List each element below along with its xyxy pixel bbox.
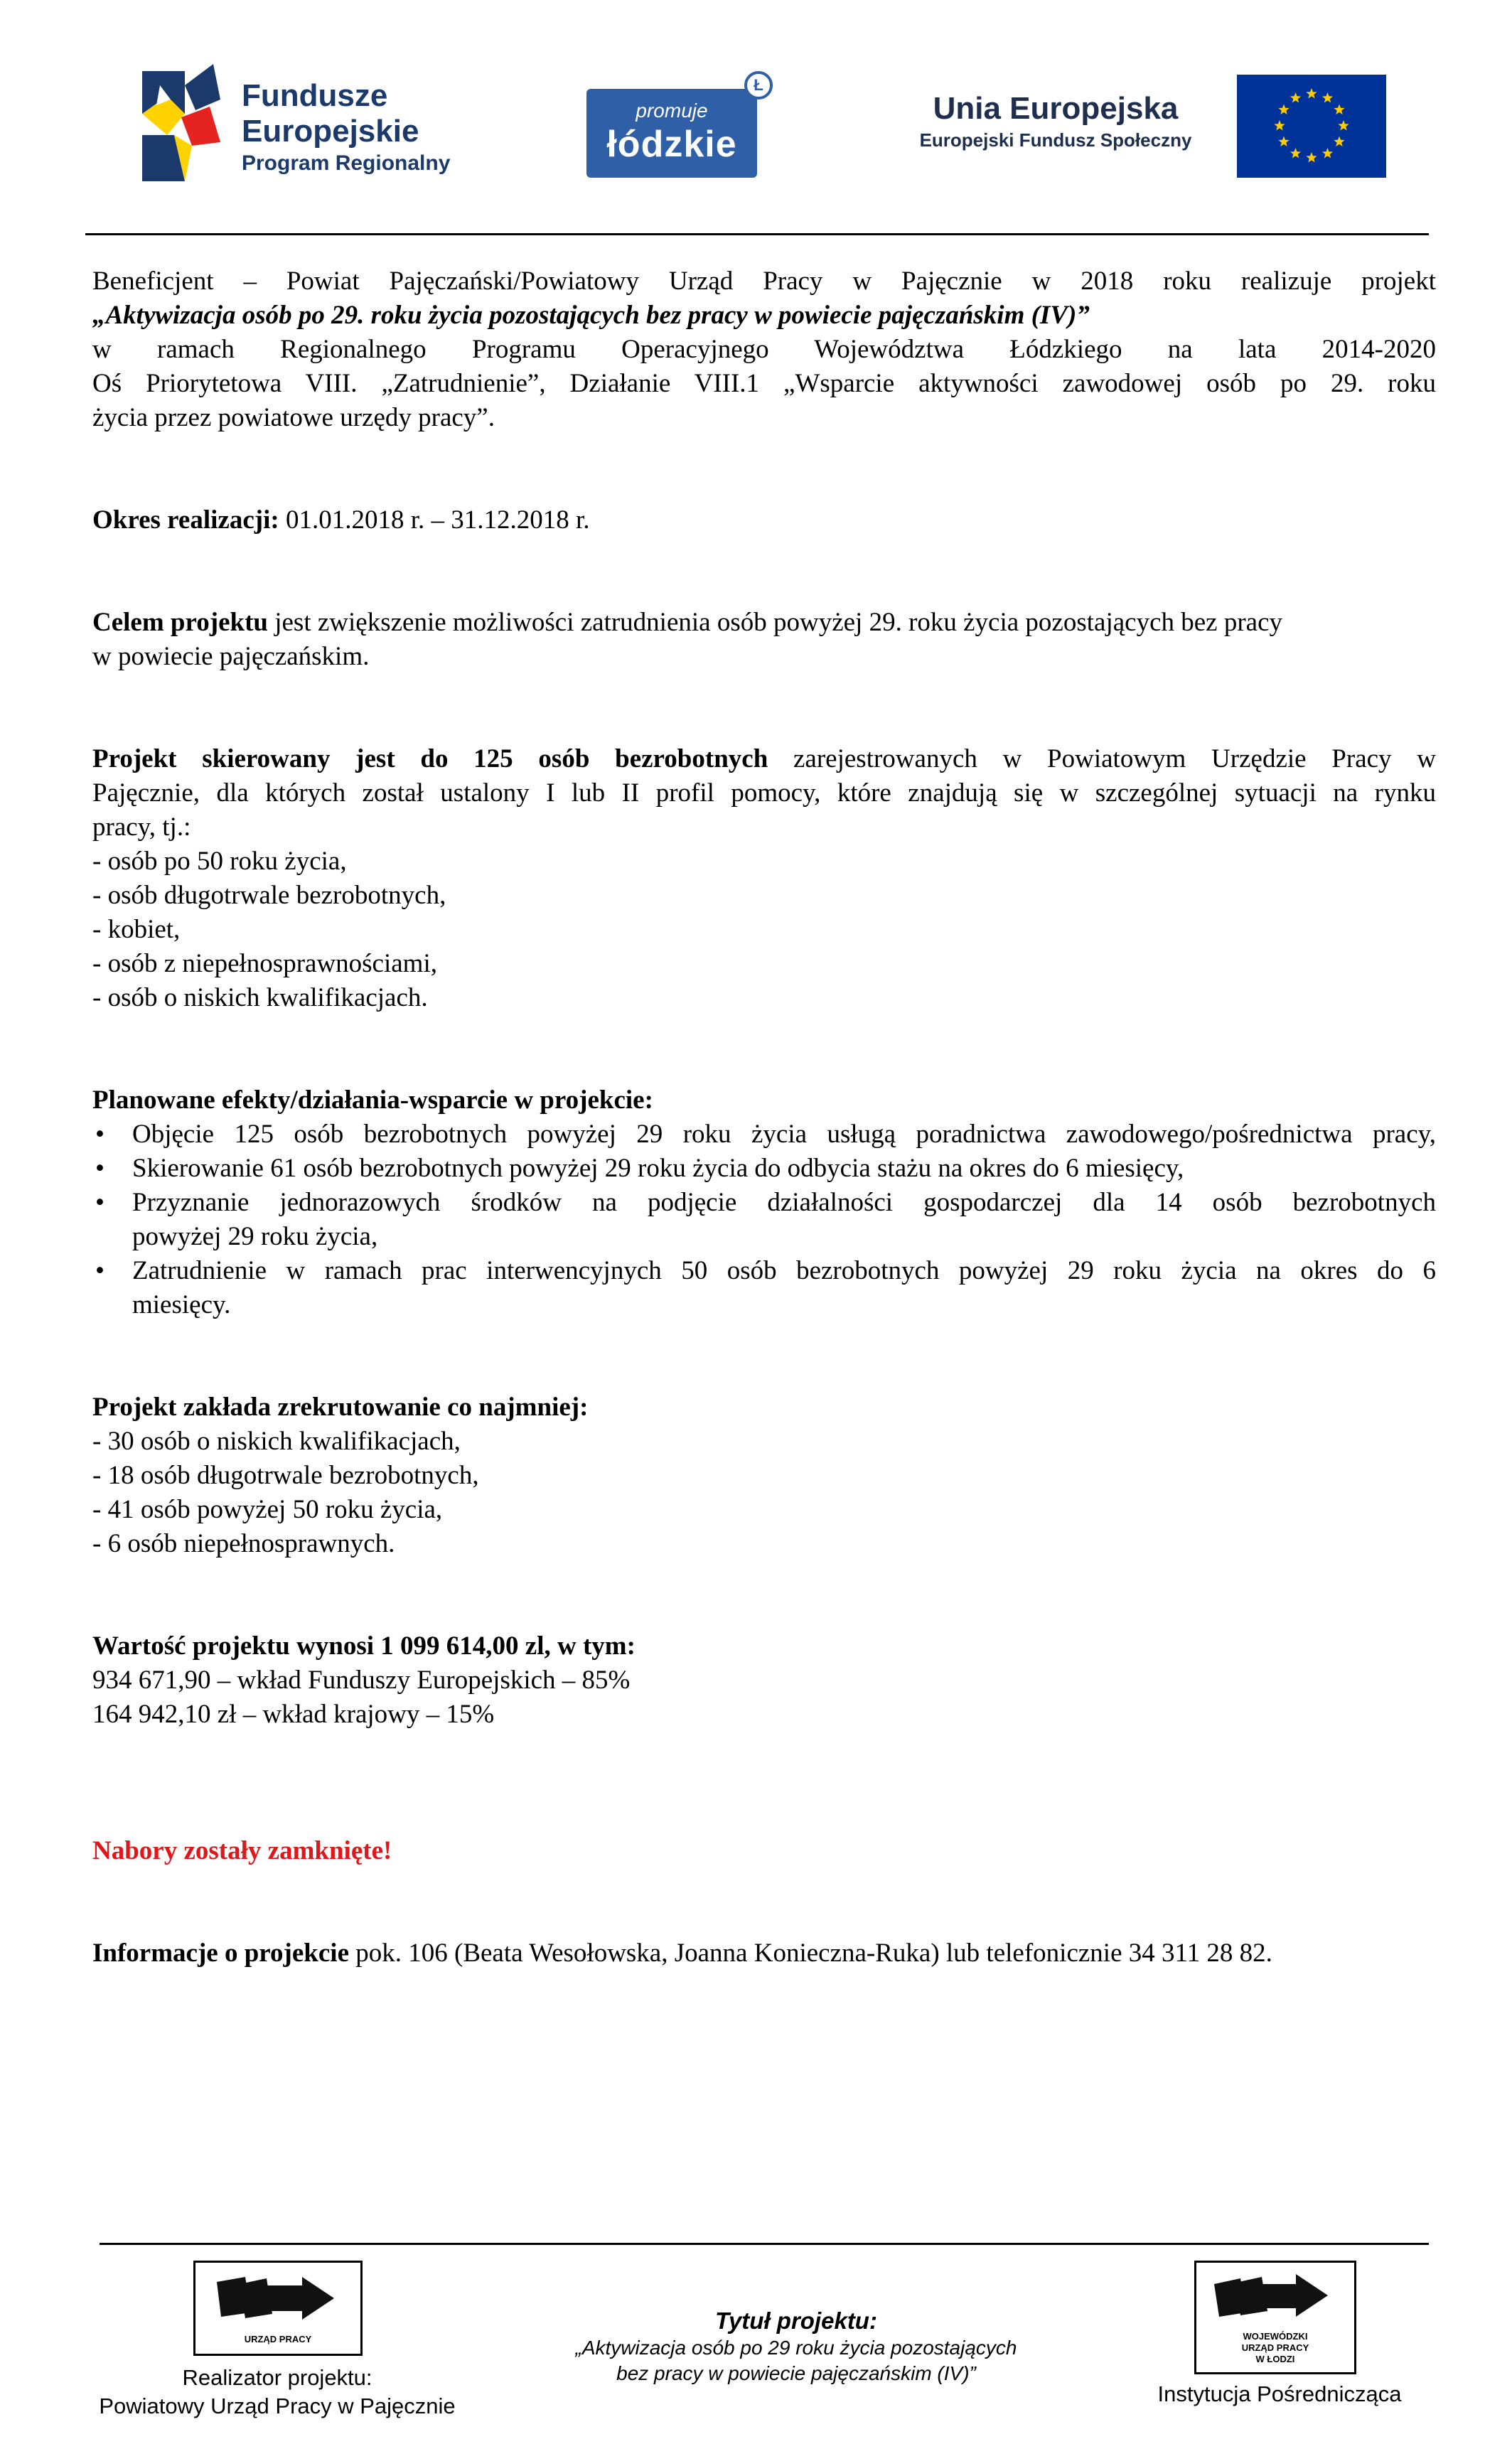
wojewodzki-urzad-pracy-logo bbox=[1194, 2261, 1356, 2374]
efekty-heading-text: Planowane efekty/działania-wsparcie w projekcie: bbox=[92, 1086, 653, 1115]
bullet-icon: • bbox=[95, 1154, 104, 1183]
urzad-pracy-logo-caption: URZĄD PRACY bbox=[244, 2334, 312, 2344]
rekrutacja-heading-text: Projekt zakłada zrekrutowanie co najmniej: bbox=[92, 1393, 589, 1422]
rekrutacja-item: - 30 osób o niskich kwalifikacjach, bbox=[92, 1427, 461, 1456]
fe-logo-line1: Fundusze bbox=[242, 78, 388, 113]
efekty-item-text: Zatrudnienie w ramach prac interwencyjnych 50 osób bezrobotnych powyżej 29 roku życia na okres do 6 bbox=[132, 1256, 1436, 1285]
okres-label: Okres realizacji: bbox=[92, 505, 279, 535]
header-logos bbox=[0, 0, 1512, 213]
informacje-text: pok. 106 (Beata Wesołowska, Joanna Konieczna-Ruka) lub telefonicznie 34 311 28 82. bbox=[349, 1939, 1272, 1968]
rekrutacja-section bbox=[92, 1390, 1436, 1561]
rekrutacja-heading bbox=[92, 1390, 1436, 1425]
okres-value: 01.01.2018 r. – 31.12.2018 r. bbox=[279, 505, 590, 535]
efekty-item-text: Przyznanie jednorazowych środków na podjęcie działalności gospodarczej dla 14 osób bezrobotnych bbox=[132, 1188, 1436, 1217]
efekty-item bbox=[92, 1152, 1436, 1186]
efekty-item bbox=[92, 1118, 1436, 1152]
intro-line3: w ramach Regionalnego Programu Operacyjnego Województwa Łódzkiego na lata 2014-2020 bbox=[92, 335, 1436, 364]
nabory-notice: Nabory zostały zamknięte! bbox=[92, 1836, 392, 1865]
header-divider bbox=[85, 233, 1429, 235]
fe-star-icon bbox=[142, 57, 227, 185]
instytucja-posredniczaca: Instytucja Pośrednicząca bbox=[1157, 2381, 1402, 2406]
rekrutacja-item: - 41 osób powyżej 50 roku życia, bbox=[92, 1495, 443, 1524]
bullet-icon: • bbox=[95, 1188, 104, 1217]
ue-logo-line1: Unia Europejska bbox=[933, 91, 1179, 126]
cel-line2: w powiecie pajęczańskim. bbox=[92, 642, 370, 671]
efekty-item bbox=[92, 1254, 1436, 1322]
fe-logo-line3: Program Regionalny bbox=[242, 151, 451, 175]
cel-label: Celem projektu bbox=[92, 608, 268, 637]
lodz-logo-box bbox=[586, 89, 757, 178]
efekty-item-text-cont: powyżej 29 roku życia, bbox=[132, 1222, 378, 1251]
fundusze-europejskie-logo bbox=[142, 57, 483, 192]
okres-realizacji bbox=[92, 503, 1436, 537]
fe-logo-line2: Europejskie bbox=[242, 114, 419, 149]
cel-line1 bbox=[92, 606, 1436, 640]
target-group-item: - osób długotrwale bezrobotnych, bbox=[92, 881, 446, 910]
wartosc-heading-text: Wartość projektu wynosi 1 099 614,00 zl, w tym: bbox=[92, 1631, 636, 1661]
realizator-block bbox=[57, 2364, 498, 2421]
intro-line1: Beneficjent – Powiat Pajęczański/Powiatowy Urząd Pracy w Pajęcznie w 2018 roku realizuje projekt bbox=[92, 267, 1436, 296]
skierowany-text: zarejestrowanych w Powiatowym Urzędzie Pracy w bbox=[768, 744, 1436, 773]
efekty-item bbox=[92, 1186, 1436, 1254]
intro-line4: Oś Priorytetowa VIII. „Zatrudnienie”, Działanie VIII.1 „Wsparcie aktywności zawodowej osób po 29. roku bbox=[92, 369, 1436, 398]
rekrutacja-item: - 6 osób niepełnosprawnych. bbox=[92, 1529, 395, 1558]
target-group-item: - osób po 50 roku życia, bbox=[92, 847, 347, 876]
tytul-block bbox=[512, 2307, 1081, 2386]
ue-logo-line2: Europejski Fundusz Społeczny bbox=[919, 129, 1192, 151]
promuje-lodzkie-logo bbox=[586, 71, 778, 178]
wartosc-heading bbox=[92, 1629, 1436, 1663]
cel-text: jest zwiększenie możliwości zatrudnienia osób powyżej 29. roku życia pozostających bez pracy bbox=[267, 608, 1283, 637]
efekty-list bbox=[92, 1118, 1436, 1322]
wartosc-line2: 164 942,10 zł – wkład krajowy – 15% bbox=[92, 1700, 495, 1729]
wartosc-section bbox=[92, 1629, 1436, 1732]
arrow-logo-icon bbox=[1196, 2263, 1354, 2334]
skierowany-line2: Pajęcznie, dla których został ustalony I lub II profil pomocy, które znajdują się w szczególnej sytuacji na rynku bbox=[92, 778, 1436, 808]
lodz-logo-name: łódzkie bbox=[606, 124, 737, 165]
footer bbox=[0, 2246, 1512, 2444]
efekty-heading bbox=[92, 1083, 1436, 1118]
skierowany-line3: pracy, tj.: bbox=[92, 813, 191, 842]
skierowany-label: Projekt skierowany jest do 125 osób bezrobotnych bbox=[92, 744, 768, 773]
urzad-pracy-logo bbox=[193, 2261, 363, 2356]
realizator-name: Powiatowy Urząd Pracy w Pajęcznie bbox=[99, 2394, 456, 2418]
fe-logo-text bbox=[242, 78, 450, 178]
lodz-badge-icon: Ł bbox=[744, 71, 773, 100]
target-group-item: - osób o niskich kwalifikacjach. bbox=[92, 983, 428, 1012]
document-body bbox=[92, 264, 1436, 1971]
skierowany-section bbox=[92, 742, 1436, 1015]
tytul-line2: bez pracy w powiecie pajęczańskim (IV)” bbox=[616, 2362, 976, 2384]
informacje-label: Informacje o projekcie bbox=[92, 1939, 349, 1968]
informacje-line bbox=[92, 1936, 1436, 1971]
unia-europejska-logo bbox=[899, 75, 1397, 181]
bullet-icon: • bbox=[95, 1256, 104, 1285]
bullet-icon: • bbox=[95, 1120, 104, 1149]
wartosc-line1: 934 671,90 – wkład Funduszy Europejskich – 85% bbox=[92, 1666, 631, 1695]
efekty-section bbox=[92, 1083, 1436, 1322]
rekrutacja-item: - 18 osób długotrwale bezrobotnych, bbox=[92, 1461, 479, 1490]
woj-logo-caption-2: URZĄD PRACY bbox=[1241, 2342, 1309, 2353]
target-group-item: - kobiet, bbox=[92, 915, 181, 944]
woj-logo-caption-1: WOJEWÓDZKI bbox=[1243, 2331, 1308, 2342]
intro-line5: życia przez powiatowe urzędy pracy”. bbox=[92, 403, 495, 432]
tytul-label: Tytuł projektu: bbox=[715, 2308, 877, 2334]
ue-logo-text bbox=[899, 90, 1212, 153]
realizator-label: Realizator projektu: bbox=[182, 2365, 372, 2390]
target-group-item: - osób z niepełnosprawnościami, bbox=[92, 949, 437, 978]
arrow-logo-icon bbox=[195, 2264, 360, 2335]
efekty-item-text: Objęcie 125 osób bezrobotnych powyżej 29 roku życia usługą poradnictwa zawodowego/pośrednictwa pracy, bbox=[132, 1120, 1436, 1149]
lodz-logo-promuje: promuje bbox=[636, 100, 708, 122]
project-title-text: „Aktywizacja osób po 29. roku życia pozostających bez pracy w powiecie pajęczańskim (IV)” bbox=[92, 301, 1090, 330]
woj-logo-caption-3: W ŁODZI bbox=[1255, 2354, 1295, 2364]
project-title bbox=[92, 299, 1436, 333]
intro-section bbox=[92, 264, 1436, 435]
skierowany-line1 bbox=[92, 742, 1436, 776]
efekty-item-text: Skierowanie 61 osób bezrobotnych powyżej 29 roku życia do odbycia stażu na okres do 6 miesięcy, bbox=[132, 1154, 1184, 1183]
tytul-line1: „Aktywizacja osób po 29 roku życia pozostających bbox=[575, 2337, 1017, 2359]
efekty-item-text-cont: miesięcy. bbox=[132, 1290, 231, 1319]
footer-divider bbox=[100, 2243, 1429, 2245]
cel-section bbox=[92, 606, 1436, 674]
eu-flag-icon bbox=[1237, 75, 1386, 178]
